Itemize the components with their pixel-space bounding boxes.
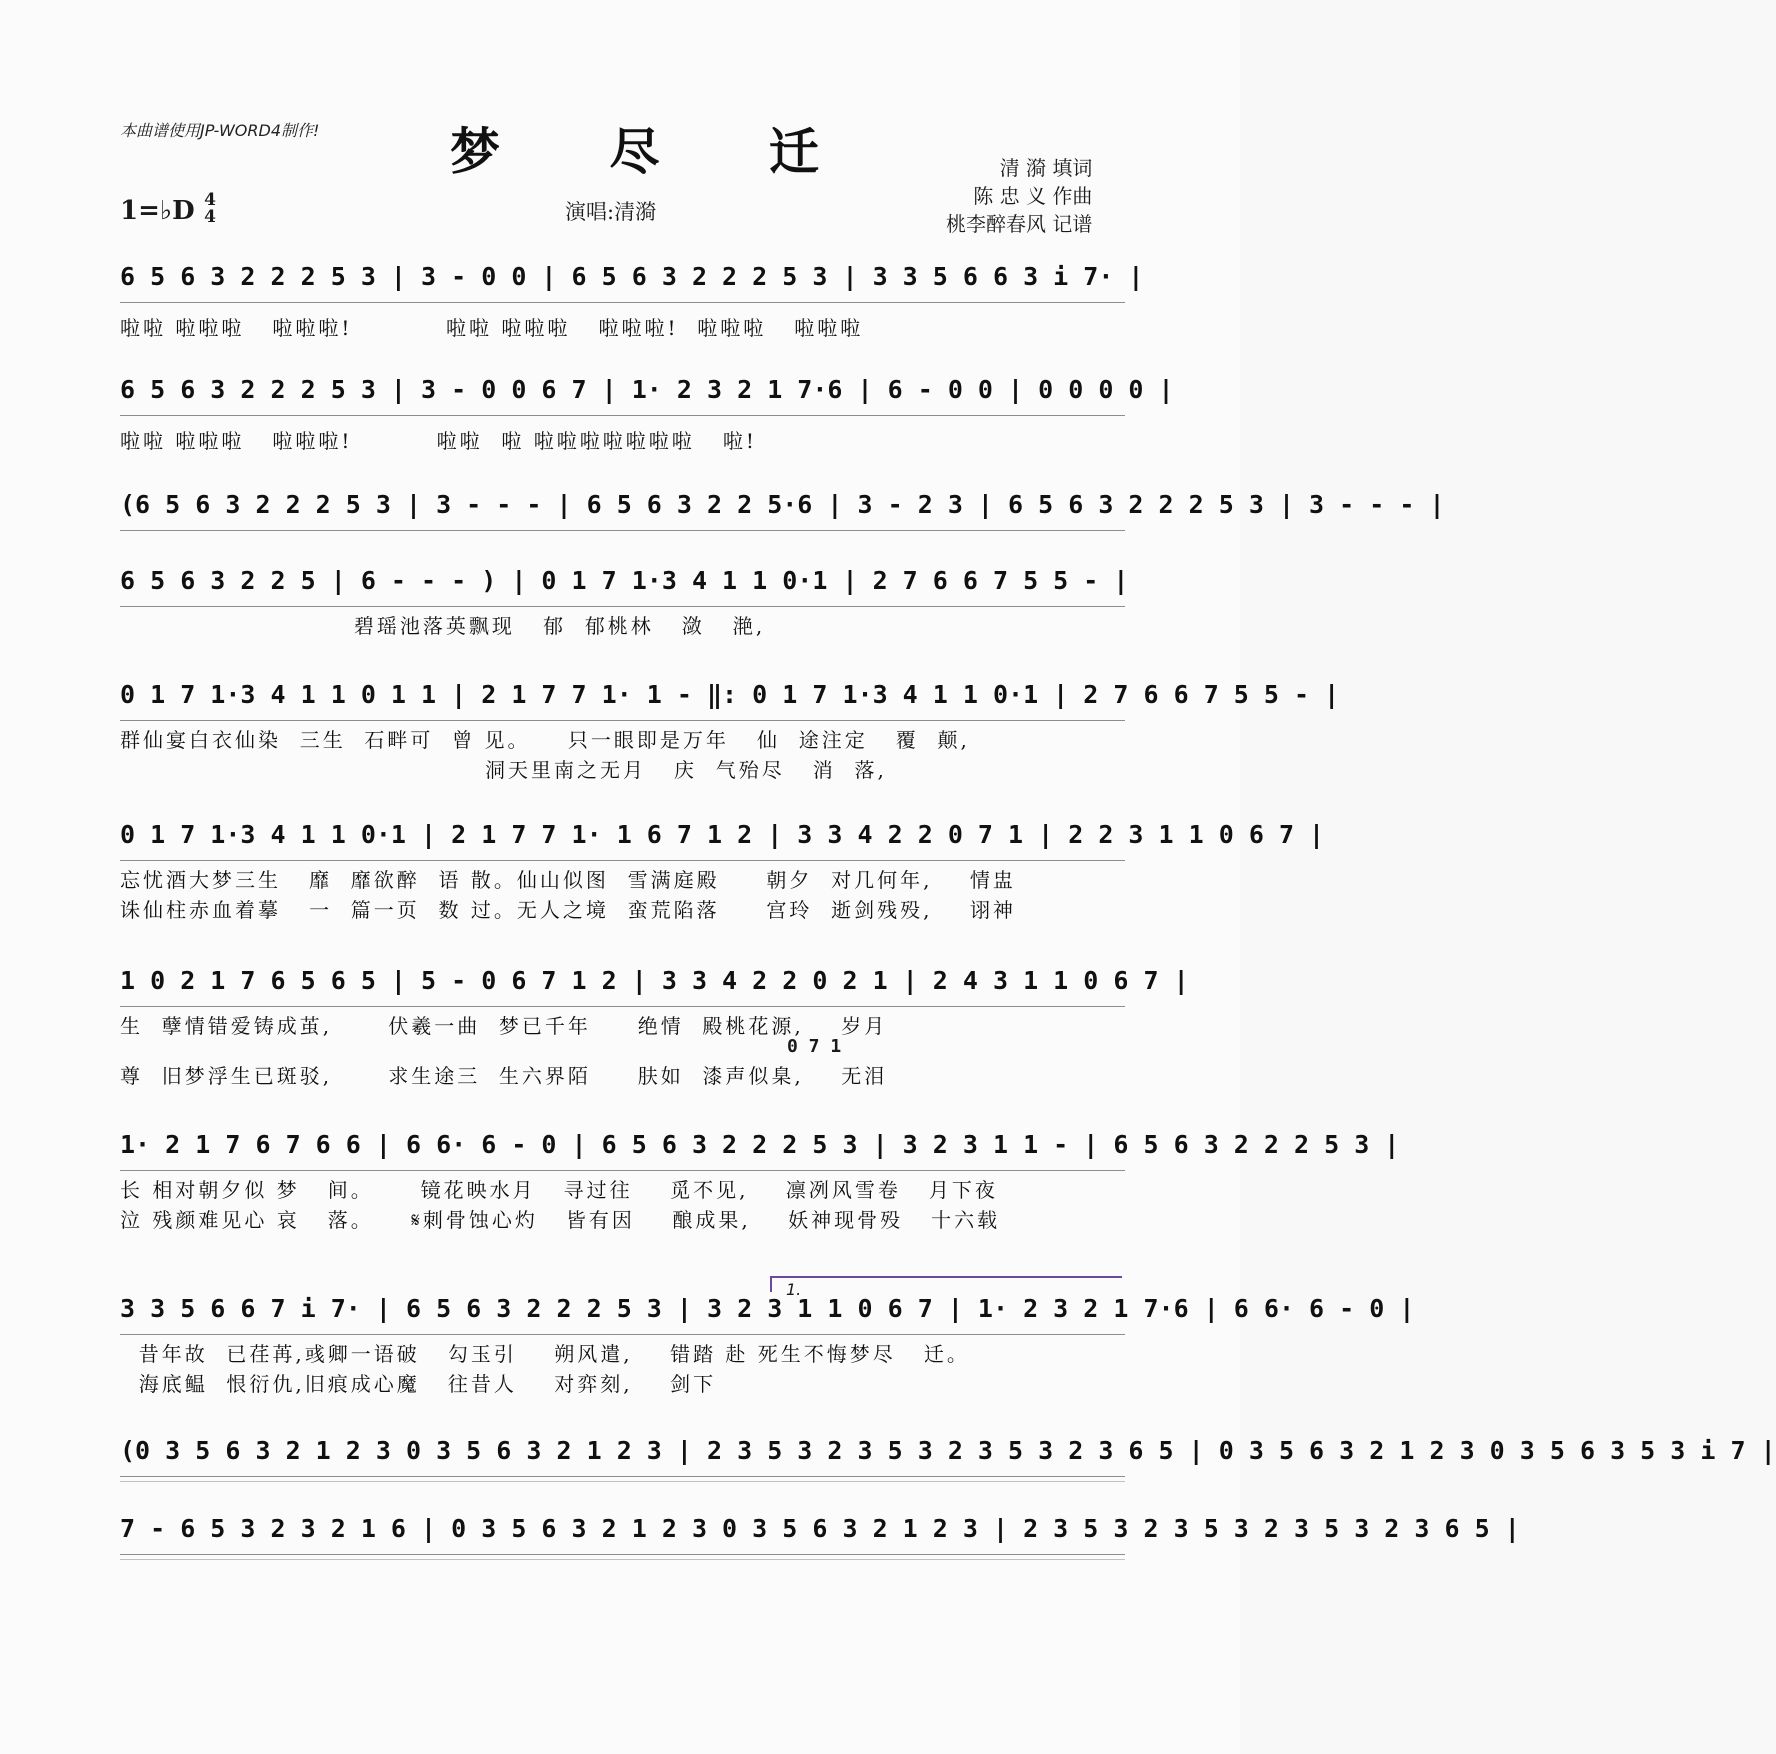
notes-line: 6 5 6 3 2 2 2 5 3 | 3 - 0 0 | 6 5 6 3 2 2 2 5 3 | 3 3 5 6 6 3 i 7· |	[120, 262, 1144, 291]
beam-line	[120, 1006, 1125, 1007]
time-signature	[200, 192, 220, 226]
alternate-notes: 0 7 1	[787, 1036, 842, 1057]
lyric-line-2: 泣 残颜难见心 哀 落。 𝄋刺骨蚀心灼 皆有因 酿成果, 妖神现骨殁 十六载	[120, 1208, 1001, 1232]
lyric-line-1: 啦啦 啦啦啦 啦啦啦! 啦啦 啦啦啦 啦啦啦! 啦啦啦 啦啦啦	[120, 316, 864, 340]
transcriber-credit: 桃李醉春风 记谱	[946, 212, 1093, 236]
notes-line: 0 1 7 1·3 4 1 1 0·1 | 2 1 7 7 1· 1 6 7 1 2 | 3 3 4 2 2 0 7 1 | 2 2 3 1 1 0 6 7 |	[120, 820, 1325, 849]
credits-block	[946, 154, 1092, 238]
lyric-line-2: 尊 旧梦浮生已斑驳, 求生途三 生六界陌 肤如 漆声似臬, 无泪	[120, 1064, 888, 1088]
notes-line: 1· 2 1 7 6 7 6 6 | 6 6· 6 - 0 | 6 5 6 3 2 2 2 5 3 | 3 2 3 1 1 - | 6 5 6 3 2 2 2 5 3 |	[120, 1130, 1400, 1159]
software-credit: 本曲谱使用JP-WORD4制作!	[120, 121, 320, 140]
notes-line: 1 0 2 1 7 6 5 6 5 | 5 - 0 6 7 1 2 | 3 3 4 2 2 0 2 1 | 2 4 3 1 1 0 6 7 |	[120, 966, 1189, 995]
time-signature-bottom: 4	[204, 207, 216, 227]
time-signature-top: 4	[204, 190, 216, 210]
beam-line	[120, 720, 1125, 721]
beam-line-2	[120, 1481, 1125, 1482]
beam-line-2	[120, 1559, 1125, 1560]
beam-line	[120, 415, 1125, 416]
notes-line: 6 5 6 3 2 2 2 5 3 | 3 - 0 0 6 7 | 1· 2 3 2 1 7·6 | 6 - 0 0 | 0 0 0 0 |	[120, 375, 1174, 404]
lyricist-credit: 清 漪 填词	[999, 156, 1093, 180]
notes-line: 7 - 6 5 3 2 3 2 1 6 | 0 3 5 6 3 2 1 2 3 0 3 5 6 3 2 1 2 3 | 2 3 5 3 2 3 5 3 2 3 5 3 2 3 6 5 |	[120, 1514, 1520, 1543]
lyric-line-1: 碧瑶池落英飘现 郁 郁桃林 潋 滟,	[120, 614, 766, 638]
beam-line	[120, 530, 1125, 531]
song-title: 梦 尽 迁	[450, 122, 865, 181]
lyric-line-1: 昔年故 已荏苒,彧卿一语破 勾玉引 朔风遣, 错踏 赴 死生不悔梦尽 迁。	[120, 1342, 970, 1366]
notes-line: 0 1 7 1·3 4 1 1 0 1 1 | 2 1 7 7 1· 1 - ‖: 0 1 7 1·3 4 1 1 0·1 | 2 7 6 6 7 5 5 - |	[120, 680, 1340, 709]
lyric-line-1: 群仙宴白衣仙染 三生 石畔可 曾 见。 只一眼即是万年 仙 途注定 覆 颠,	[120, 728, 970, 752]
beam-line	[120, 1554, 1125, 1555]
composer-credit: 陈 忠 义 作曲	[973, 184, 1093, 208]
lyric-line-1: 生 孽情错爱铸成茧, 伏羲一曲 梦已千年 绝情 殿桃花源, 岁月	[120, 1014, 888, 1038]
notes-line: (6 5 6 3 2 2 2 5 3 | 3 - - - | 6 5 6 3 2 2 5·6 | 3 - 2 3 | 6 5 6 3 2 2 2 5 3 | 3 - - - |	[120, 490, 1445, 519]
volta-bracket	[770, 1276, 1122, 1299]
lyric-line-2: 诛仙柱赤血着摹 一 篇一页 数 过。无人之境 蛮荒陷落 宫玲 逝剑残殁, 诩神	[120, 898, 1016, 922]
beam-line	[120, 860, 1125, 861]
beam-line	[120, 302, 1125, 303]
beam-line	[120, 606, 1125, 607]
lyric-line-2: 海底鳁 恨衍仇,旧痕成心魔 往昔人 对弈刻, 剑下	[120, 1372, 717, 1396]
volta-label: 1.	[786, 1280, 802, 1299]
notes-line: 3 3 5 6 6 7 i 7· | 6 5 6 3 2 2 2 5 3 | 3 2 3 1 1 0 6 7 | 1· 2 3 2 1 7·6 | 6 6· 6 - 0 |	[120, 1294, 1415, 1323]
beam-line	[120, 1476, 1125, 1477]
lyric-line-1: 长 相对朝夕似 梦 间。 镜花映水月 寻过往 觅不见, 凛冽风雪卷 月下夜	[120, 1178, 998, 1202]
beam-line	[120, 1170, 1125, 1171]
lyric-line-2: 洞天里南之无月 庆 气殆尽 消 落,	[120, 758, 887, 782]
notes-line: (0 3 5 6 3 2 1 2 3 0 3 5 6 3 2 1 2 3 | 2 3 5 3 2 3 5 3 2 3 5 3 2 3 6 5 | 0 3 5 6 3 2 1 2 3 0 3 5 6 3 5 3 i 7 |	[120, 1436, 1776, 1465]
lyric-line-1: 忘忧酒大梦三生 靡 靡欲醉 语 散。仙山似图 雪满庭殿 朝夕 对几何年, 情盅	[120, 868, 1016, 892]
lyric-line-1: 啦啦 啦啦啦 啦啦啦! 啦啦 啦 啦啦啦啦啦啦啦 啦!	[120, 429, 757, 453]
key-signature: 1=♭D	[120, 196, 195, 226]
notes-line: 6 5 6 3 2 2 5 | 6 - - - ) | 0 1 7 1·3 4 1 1 0·1 | 2 7 6 6 7 5 5 - |	[120, 566, 1129, 595]
singer-credit: 演唱:清漪	[565, 200, 657, 224]
beam-line	[120, 1334, 1125, 1335]
